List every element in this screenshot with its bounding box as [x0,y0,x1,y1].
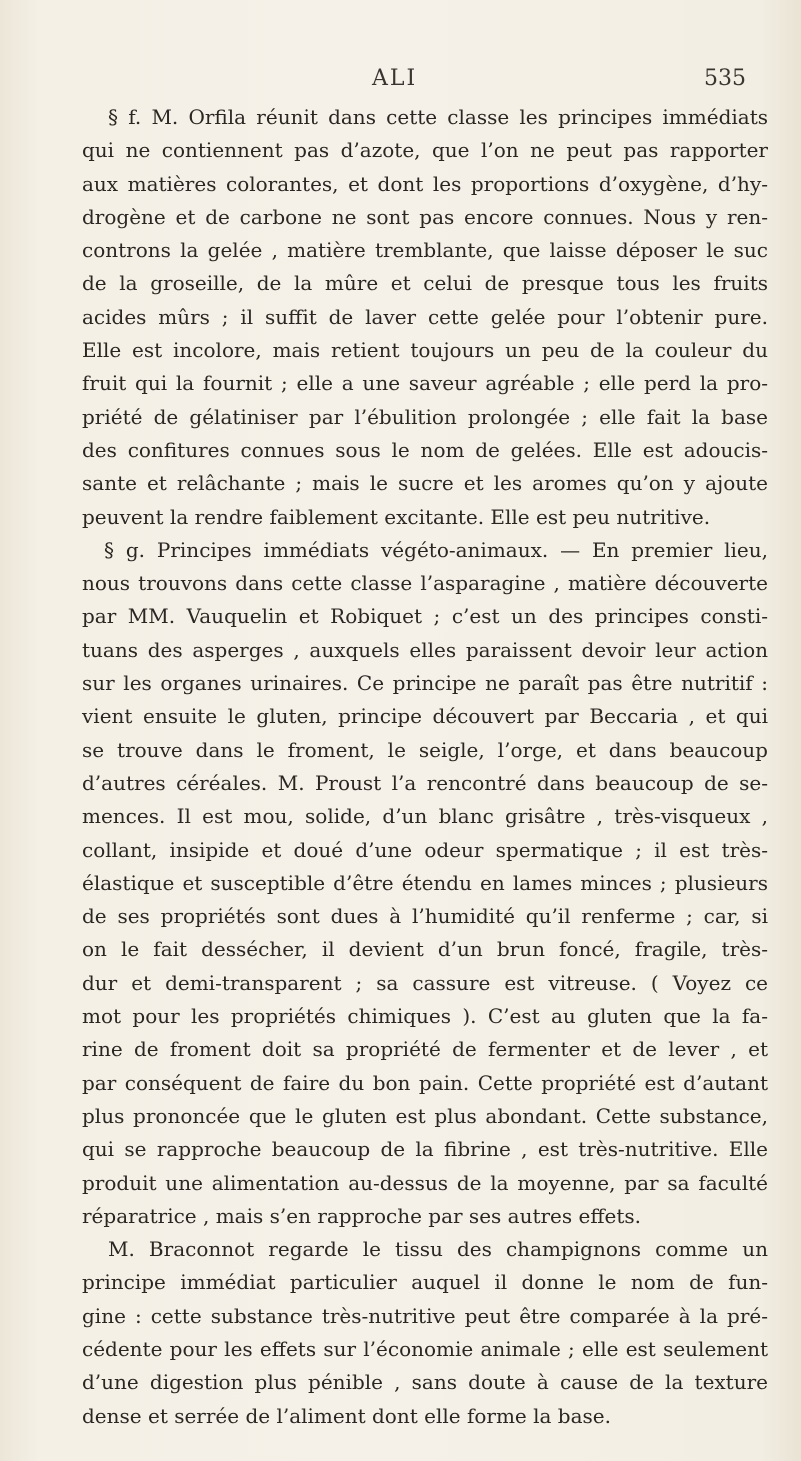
text-line: Elle est incolore, mais retient toujours un peu de la couleur du [82,338,768,363]
text-line: drogène et de carbone ne sont pas encore connues. Nous y ren- [82,204,768,229]
text-line: élastique et susceptible d’être étendu en lames minces ; plusieurs [82,870,768,895]
text-line: plus prononcée que le gluten est plus abondant. Cette substance, [82,1103,768,1128]
body-text [82,101,768,1433]
text-line: rine de froment doit sa propriété de fermenter et de lever , et [82,1037,768,1062]
page-header [0,66,801,96]
text-line: qui ne contiennent pas d’azote, que l’on ne peut pas rapporter [82,138,768,163]
text-line: tuans des asperges , auxquels elles paraissent devoir leur action [82,637,768,662]
text-line: de ses propriétés sont dues à l’humidité qu’il renferme ; car, si [82,904,768,929]
text-line: par conséquent de faire du bon pain. Cette propriété est d’autant [82,1070,768,1095]
text-line: peuvent la rendre faiblement excitante. Elle est peu nutritive. [82,504,711,529]
text-line: § f. M. Orfila réunit dans cette classe les principes immédiats [108,105,768,129]
text-line: réparatrice , mais s’en rapproche par ses autres effets. [82,1203,642,1228]
text-line: mot pour les propriétés chimiques ). C’est au gluten que la fa- [82,1004,768,1029]
text-line: principe immédiat particulier auquel il donne le nom de fun- [82,1270,768,1295]
text-line: fruit qui la fournit ; elle a une saveur agréable ; elle perd la pro- [82,371,768,396]
text-line: on le fait dessécher, il devient d’un brun foncé, fragile, très- [82,937,768,962]
text-line: de la groseille, de la mûre et celui de presque tous les fruits [82,271,768,296]
text-line: collant, insipide et doué d’une odeur spermatique ; il est très- [82,837,768,862]
text-line: se trouve dans le froment, le seigle, l’orge, et dans beaucoup [82,737,768,762]
text-line: aux matières colorantes, et dont les proportions d’oxygène, d’hy- [82,171,768,196]
text-line: par MM. Vauquelin et Robiquet ; c’est un des principes consti- [82,604,768,629]
text-line: dense et serrée de l’aliment dont elle forme la base. [82,1403,611,1428]
text-line: gine : cette substance très-nutritive peut être comparée à la pré- [82,1303,768,1328]
text-line: dur et demi-transparent ; sa cassure est vitreuse. ( Voyez ce [82,970,768,995]
text-line: controns la gelée , matière tremblante, que laisse déposer le suc [82,238,768,263]
running-title: ALI [372,66,418,91]
page-number: 535 [704,66,746,91]
text-line: priété de gélatiniser par l’ébulition prolongée ; elle fait la base [82,404,768,429]
text-line: cédente pour les effets sur l’économie animale ; elle est seulement [82,1336,768,1361]
text-line: sur les organes urinaires. Ce principe ne paraît pas être nutritif : [82,671,768,696]
text-line: § g. Principes immédiats végéto-animaux. — En premier lieu, [104,537,768,562]
text-line: des confitures connues sous le nom de gelées. Elle est adoucis- [82,437,768,462]
text-line: M. Braconnot regarde le tissu des champignons comme un [108,1237,768,1262]
text-line: nous trouvons dans cette classe l’asparagine , matière découverte [82,571,768,596]
text-line: mences. Il est mou, solide, d’un blanc grisâtre , très-visqueux , [82,804,768,829]
text-line: d’autres céréales. M. Proust l’a rencontré dans beaucoup de se- [82,770,768,795]
text-line: vient ensuite le gluten, principe découvert par Beccaria , et qui [82,704,768,729]
text-line: qui se rapproche beaucoup de la fibrine , est très-nutritive. Elle [82,1137,768,1162]
text-line: sante et relâchante ; mais le sucre et les aromes qu’on y ajoute [82,471,768,496]
text-line: d’une digestion plus pénible , sans doute à cause de la texture [82,1370,768,1395]
text-line: produit une alimentation au-dessus de la moyenne, par sa faculté [82,1170,768,1195]
text-line: acides mûrs ; il suffit de laver cette gelée pour l’obtenir pure. [82,304,768,329]
